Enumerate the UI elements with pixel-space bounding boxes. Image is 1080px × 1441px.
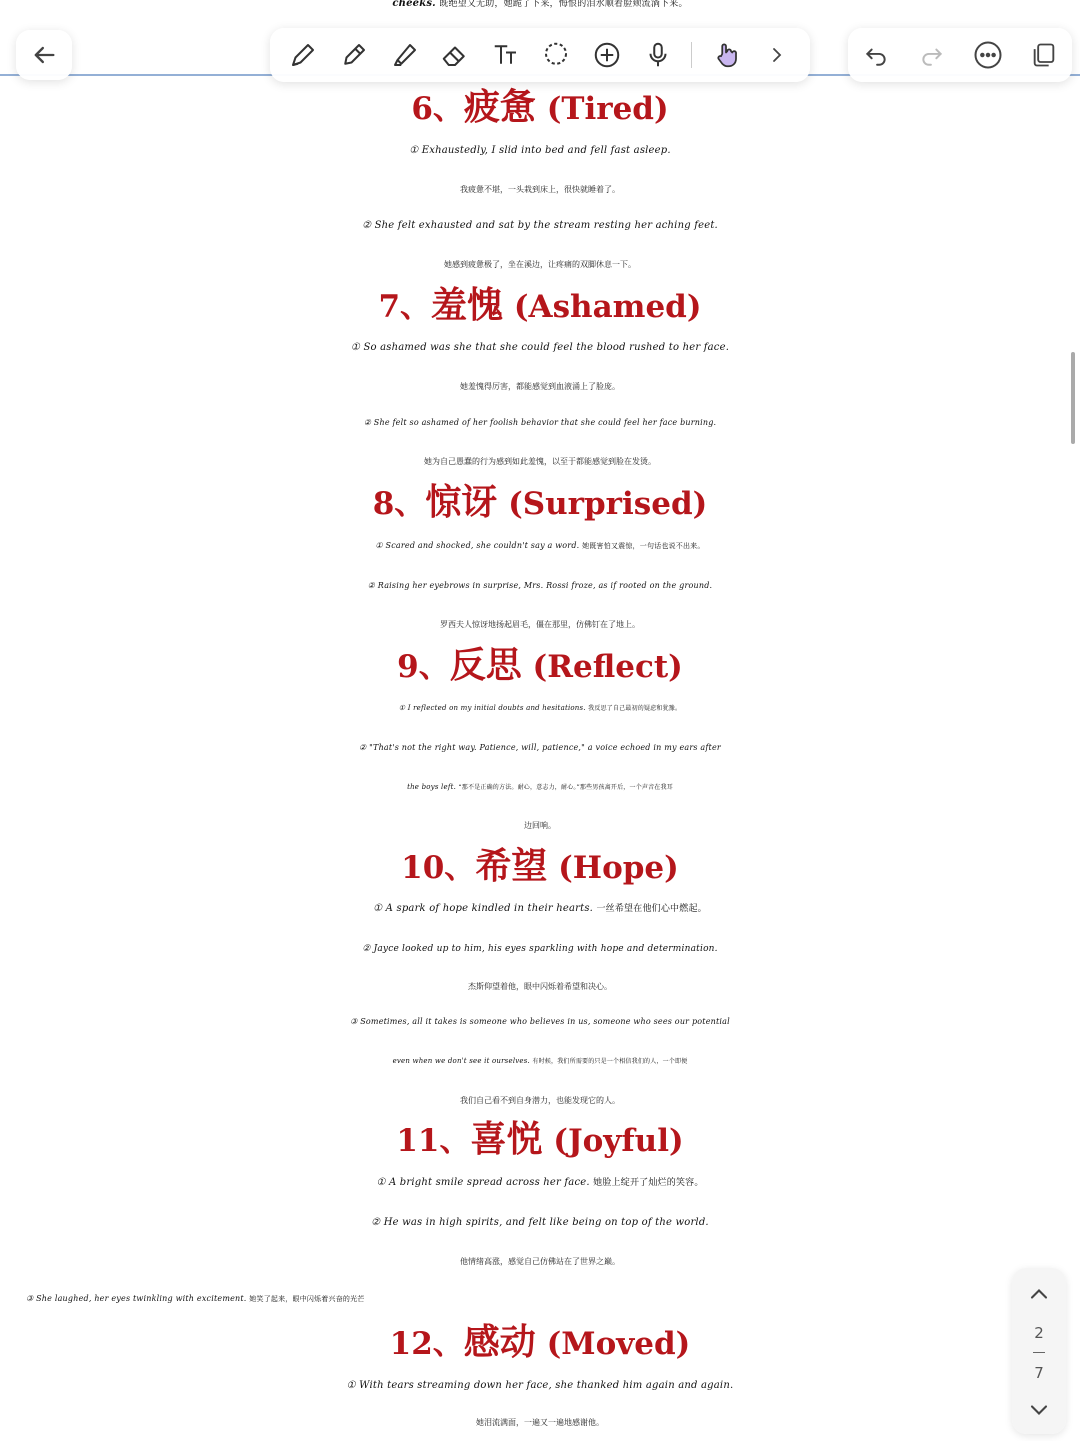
- section-heading-7: [0, 284, 1080, 328]
- sentence-zh: 我们自己看不到自身潜力，也能发现它的人。: [460, 1096, 620, 1105]
- chevron-down-icon: [1025, 1396, 1053, 1424]
- sentence-en-text: ② She felt exhausted and sat by the stream resting her aching feet.: [362, 220, 718, 231]
- sentence-zh-inline: 她笑了起来，眼中闪烁着兴奋的光芒: [249, 1295, 365, 1303]
- section-heading-11: [0, 1118, 1080, 1162]
- sentence-en: [0, 330, 1080, 366]
- text-icon[interactable]: [489, 38, 523, 72]
- sentence-en-text: ① Scared and shocked, she couldn't say a word.: [375, 541, 580, 550]
- heading-number: 8、: [372, 486, 426, 522]
- partial-top-line: [0, 0, 1080, 22]
- sentence-en: [0, 1165, 1080, 1201]
- heading-en: (Surprised): [508, 486, 708, 522]
- sentence-en-text: ① A spark of hope kindled in their hearts.: [373, 903, 594, 914]
- sentence-en: [0, 208, 1080, 244]
- sentence-zh-inline: 有时候，我们所需要的只是一个相信我们的人，一个即便: [532, 1058, 688, 1065]
- hand-pointer-icon[interactable]: [709, 38, 743, 72]
- mic-icon[interactable]: [641, 38, 675, 72]
- highlighter-icon[interactable]: [388, 38, 422, 72]
- heading-en: (Reflect): [532, 649, 683, 685]
- section-heading-10: [0, 845, 1080, 889]
- sentence-zh-inline: “那不是正确的方法。耐心，意志力，耐心。”那些男孩离开后，一个声音在我耳: [458, 784, 673, 791]
- chevron-right-icon[interactable]: [760, 38, 794, 72]
- sentence-en-text: ② She felt so ashamed of her foolish behavior that she could feel her face burning.: [363, 418, 717, 427]
- sentence-en-text: ① Exhaustedly, I slid into bed and fell fast asleep.: [409, 145, 671, 156]
- sentence-zh-inline: 一丝希望在他们心中燃起。: [596, 904, 707, 914]
- sentence-en-text: ① With tears streaming down her face, she thanked him again and again.: [346, 1380, 734, 1391]
- sentence-en: [0, 730, 1080, 766]
- sentence-en-text: ① I reflected on my initial doubts and hesitations.: [398, 704, 586, 712]
- sentence-en-text: the boys left.: [407, 783, 457, 791]
- page-fraction-bar: [1033, 1352, 1045, 1353]
- heading-number: 11、: [396, 1123, 471, 1159]
- sentence-zh-inline: 我反思了自己最初的疑虑和犹豫。: [588, 705, 682, 712]
- sentence-en: [0, 1368, 1080, 1404]
- sentence-zh: 她为自己愚蠢的行为感到如此羞愧，以至于都能感觉到脸在发烫。: [424, 457, 656, 466]
- sentence-zh: 他情绪高涨，感觉自己仿佛站在了世界之巅。: [460, 1257, 620, 1266]
- sentence-zh: 罗西夫人惊讶地扬起眉毛，僵在那里，仿佛钉在了地上。: [440, 620, 640, 629]
- sentence-en: [0, 1281, 1080, 1317]
- sentence-en: [0, 891, 1080, 927]
- heading-number: 9、: [397, 649, 450, 685]
- sentence-en: [0, 528, 1080, 564]
- section-heading-9: [0, 644, 1080, 688]
- sentence-zh: 她感到疲惫极了，坐在溪边，让疼痛的双脚休息一下。: [444, 260, 636, 269]
- back-button[interactable]: [16, 30, 72, 80]
- sentence-en: [0, 405, 1080, 441]
- sentence-en: [0, 1205, 1080, 1241]
- heading-zh: 希望: [475, 845, 548, 887]
- sentence-en: [0, 1043, 1080, 1080]
- lasso-icon[interactable]: [539, 38, 573, 72]
- sentence-zh: 我疲惫不堪，一头栽到床上，很快就睡着了。: [460, 185, 620, 194]
- sentence-zh-inline: 她脸上绽开了灿烂的笑容。: [593, 1178, 704, 1188]
- page-navigator: [1012, 1268, 1066, 1434]
- heading-zh: 疲惫: [463, 86, 536, 128]
- arrow-left-icon: [30, 41, 58, 69]
- section-heading-12: [0, 1321, 1080, 1365]
- sentence-en-text: ② Raising her eyebrows in surprise, Mrs. Rossi froze, as if rooted on the ground.: [367, 581, 713, 590]
- heading-number: 10、: [401, 850, 476, 886]
- undo-icon[interactable]: [859, 38, 893, 72]
- heading-zh: 惊讶: [425, 481, 498, 523]
- marker-icon[interactable]: [337, 38, 371, 72]
- redo-icon[interactable]: [915, 38, 949, 72]
- add-icon[interactable]: [590, 38, 624, 72]
- heading-en: (Ashamed): [513, 289, 702, 325]
- edit-toolbar: [848, 28, 1072, 82]
- heading-en: (Joyful): [553, 1123, 684, 1159]
- sentence-en: [0, 769, 1080, 806]
- heading-zh: 反思: [449, 644, 522, 686]
- heading-zh: 羞愧: [431, 284, 504, 326]
- page-up-button[interactable]: [1025, 1280, 1053, 1312]
- sentence-en-text: ② Jayce looked up to him, his eyes sparkling with hope and determination.: [362, 944, 718, 954]
- current-page: 2: [1034, 1324, 1044, 1342]
- sentence-en: [0, 931, 1080, 967]
- section-heading-6: [0, 86, 1080, 130]
- sentence-en-text: ② "That's not the right way. Patience, will, patience," a voice echoed in my ears after: [359, 743, 721, 752]
- sentence-en-text: even when we don't see it ourselves.: [392, 1057, 530, 1065]
- sentence-zh: 边回响。: [524, 821, 556, 830]
- heading-zh: 喜悦: [470, 1118, 543, 1160]
- partial-zh: 既绝望又无助，她跪了下来，悔恨的泪水顺着脸颊流淌下来。: [439, 0, 688, 9]
- sentence-zh: 她泪流满面，一遍又一遍地感谢他。: [476, 1418, 604, 1427]
- sentence-zh: 她羞愧得厉害，都能感觉到血液涌上了脸庞。: [460, 382, 620, 391]
- sentence-en-text: ② He was in high spirits, and felt like being on top of the world.: [371, 1217, 709, 1228]
- sentence-en-text: ① So ashamed was she that she could feel the blood rushed to her face.: [350, 342, 730, 353]
- eraser-icon[interactable]: [438, 38, 472, 72]
- heading-number: 7、: [378, 289, 432, 325]
- sentence-en: [0, 568, 1080, 604]
- sentence-en-text: ① A bright smile spread across her face.: [376, 1177, 590, 1188]
- page-down-button[interactable]: [1025, 1396, 1053, 1428]
- sentence-zh: 杰斯仰望着他，眼中闪烁着希望和决心。: [468, 982, 612, 991]
- pages-icon[interactable]: [1027, 38, 1061, 72]
- more-icon[interactable]: [971, 38, 1005, 72]
- sentence-en: [0, 1004, 1080, 1040]
- heading-en: (Tired): [546, 91, 669, 127]
- drawing-toolbar: [270, 28, 810, 82]
- heading-en: (Hope): [558, 850, 679, 886]
- sentence-en: [0, 690, 1080, 727]
- heading-zh: 感动: [463, 1321, 536, 1363]
- section-heading-8: [0, 481, 1080, 525]
- heading-number: 12、: [389, 1326, 464, 1362]
- partial-en: cheeks.: [392, 0, 436, 9]
- total-pages: 7: [1034, 1364, 1044, 1382]
- pen-icon[interactable]: [286, 38, 320, 72]
- sentence-en-text: ③ She laughed, her eyes twinkling with excitement.: [26, 1294, 247, 1303]
- scrollbar[interactable]: [1071, 352, 1075, 444]
- chevron-up-icon: [1025, 1280, 1053, 1308]
- toolbar-divider: [691, 42, 692, 68]
- sentence-en-text: ③ Sometimes, all it takes is someone who believes in us, someone who sees our potential: [350, 1017, 730, 1026]
- sentence-en: [0, 133, 1080, 169]
- sentence-zh-inline: 她既害怕又震惊，一句话也说不出来。: [582, 542, 705, 550]
- heading-number: 6、: [411, 91, 464, 127]
- heading-en: (Moved): [546, 1326, 691, 1362]
